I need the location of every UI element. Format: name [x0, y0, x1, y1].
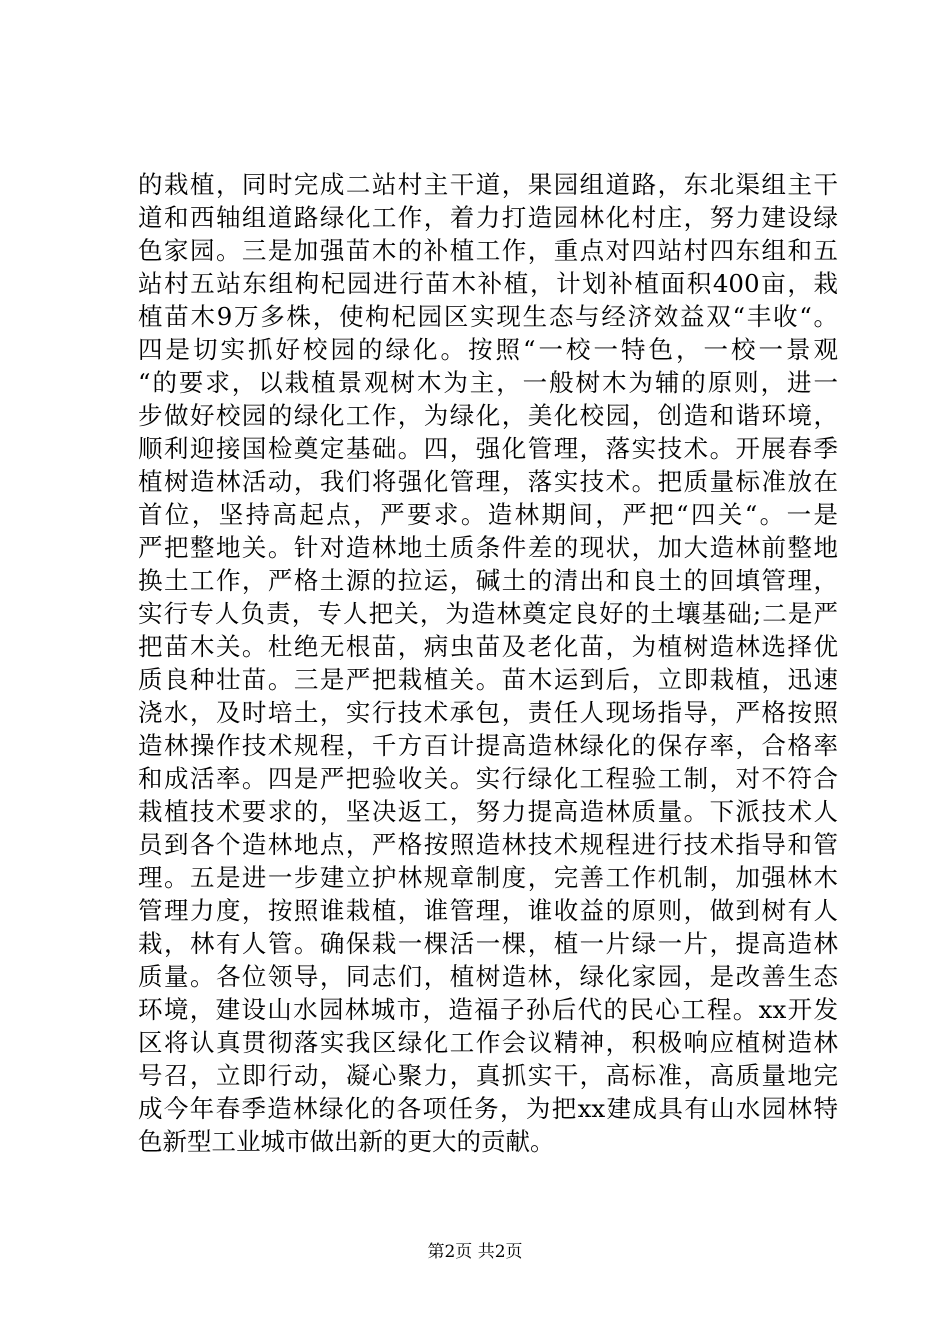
text-line: 色新型工业城市做出新的更大的贡献。: [138, 1127, 555, 1156]
text-line: 栽，林有人管。确保栽一棵活一棵，植一片绿一片，提高造林: [138, 929, 838, 958]
text-line: 把苗木关。杜绝无根苗，病虫苗及老化苗，为植树造林选择优: [138, 632, 838, 661]
text-line: 员到各个造林地点，严格按照造林技术规程进行技术指导和管: [138, 830, 838, 859]
text-line: 实行专人负责，专人把关，为造林奠定良好的土壤基础;二是严: [138, 599, 838, 628]
text-line: 换土工作，严格土源的拉运，碱土的清出和良土的回填管理，: [138, 566, 838, 595]
text-line: 严把整地关。针对造林地土质条件差的现状，加大造林前整地: [138, 533, 838, 562]
text-line: 栽植技术要求的，坚决返工，努力提高造林质量。下派技术人: [138, 797, 838, 826]
text-line: 首位，坚持高起点，严要求。造林期间，严把“四关“。一是: [138, 500, 838, 529]
text-line: 管理力度，按照谁栽植，谁管理，谁收益的原则，做到树有人: [138, 896, 838, 925]
text-line: 理。五是进一步建立护林规章制度，完善工作机制，加强林木: [138, 863, 838, 892]
text-line: 浇水，及时培土，实行技术承包，责任人现场指导，严格按照: [138, 698, 838, 727]
text-line: 道和西轴组道路绿化工作，着力打造园林化村庄，努力建设绿: [138, 203, 838, 232]
text-line: 造林操作技术规程，千方百计提高造林绿化的保存率，合格率: [138, 731, 838, 760]
text-line: 质量。各位领导，同志们，植树造林，绿化家园，是改善生态: [138, 962, 838, 991]
text-line: 环境，建设山水园林城市，造福子孙后代的民心工程。xx开发: [138, 995, 838, 1024]
text-line: 站村五站东组枸杞园进行苗木补植，计划补植面积400亩，栽: [138, 269, 838, 298]
text-line: 四是切实抓好校园的绿化。按照“一校一特色，一校一景观: [138, 335, 838, 364]
text-line: 色家园。三是加强苗木的补植工作，重点对四站村四东组和五: [138, 236, 838, 265]
text-line: 区将认真贯彻落实我区绿化工作会议精神，积极响应植树造林: [138, 1028, 838, 1057]
text-line: 和成活率。四是严把验收关。实行绿化工程验工制，对不符合: [138, 764, 838, 793]
text-line: 顺利迎接国检奠定基础。四，强化管理，落实技术。开展春季: [138, 434, 838, 463]
text-line: 质良种壮苗。三是严把栽植关。苗木运到后，立即栽植，迅速: [138, 665, 838, 694]
text-line: 步做好校园的绿化工作，为绿化，美化校园，创造和谐环境，: [138, 401, 838, 430]
text-line: 号召，立即行动，凝心聚力，真抓实干，高标准，高质量地完: [138, 1061, 838, 1090]
text-line: 成今年春季造林绿化的各项任务，为把xx建成具有山水园林特: [138, 1094, 838, 1123]
page-footer: [0, 1240, 950, 1264]
text-line: 植苗木9万多株，使枸杞园区实现生态与经济效益双“丰收“。: [138, 302, 838, 331]
text-line: 的栽植，同时完成二站村主干道，果园组道路，东北渠组主干: [138, 170, 838, 199]
text-line: 植树造林活动，我们将强化管理，落实技术。把质量标准放在: [138, 467, 838, 496]
body-text: [138, 168, 838, 1158]
text-line: “的要求，以栽植景观树木为主，一般树木为辅的原则，进一: [138, 368, 838, 397]
page-number: 第2页 共2页: [427, 1242, 523, 1262]
